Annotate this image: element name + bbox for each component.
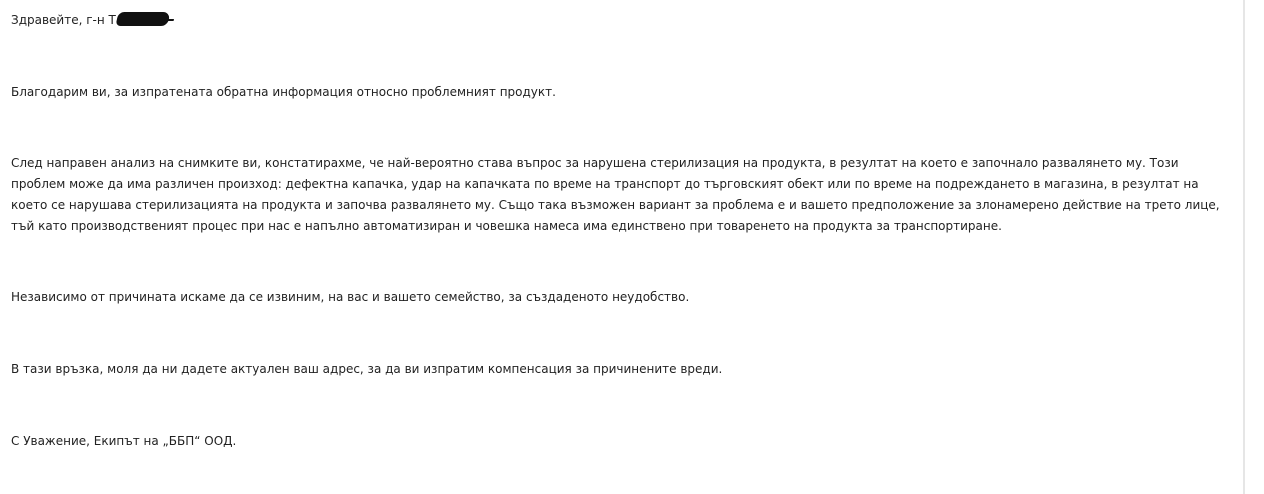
analysis-paragraph: След направен анализ на снимките ви, констатирахме, че най-вероятно става въпрос за нарушена стерилизация на продукта, в резултат на което е започнало развалянето му. Този проблем може да има различен произход: дефектна капачка, удар на капачката по време на транспорт до търговският обект или по време на подреждането в магазина, в резултат на което се нарушава стерилизацията на продукта и започва развалянето му. Също така възможен вариант за проблема е и вашето предположение за злонамерено действие на трето лице, тъй като производственият процес при нас е напълно автоматизиран и човешка намеса има единствено при товаренето на продукта за транспортиране. [11, 156, 1220, 233]
apology-paragraph: Независимо от причината искаме да се извиним, на вас и вашето семейство, за създаденото неудобство. [11, 290, 690, 304]
greeting-text: Здравейте, г-н Т [11, 13, 116, 27]
thanks-paragraph: Благодарим ви, за изпратената обратна информация относно проблемният продукт. [11, 85, 556, 99]
signature-paragraph: С Уважение, Екипът на „ББП“ ООД. [11, 434, 237, 448]
greeting-line [11, 10, 169, 31]
redacted-name [115, 12, 170, 26]
scrollbar-track[interactable] [1243, 0, 1245, 494]
address-request-paragraph: В тази връзка, моля да ни дадете актуален ваш адрес, за да ви изпратим компенсация за причинените вреди. [11, 362, 723, 376]
